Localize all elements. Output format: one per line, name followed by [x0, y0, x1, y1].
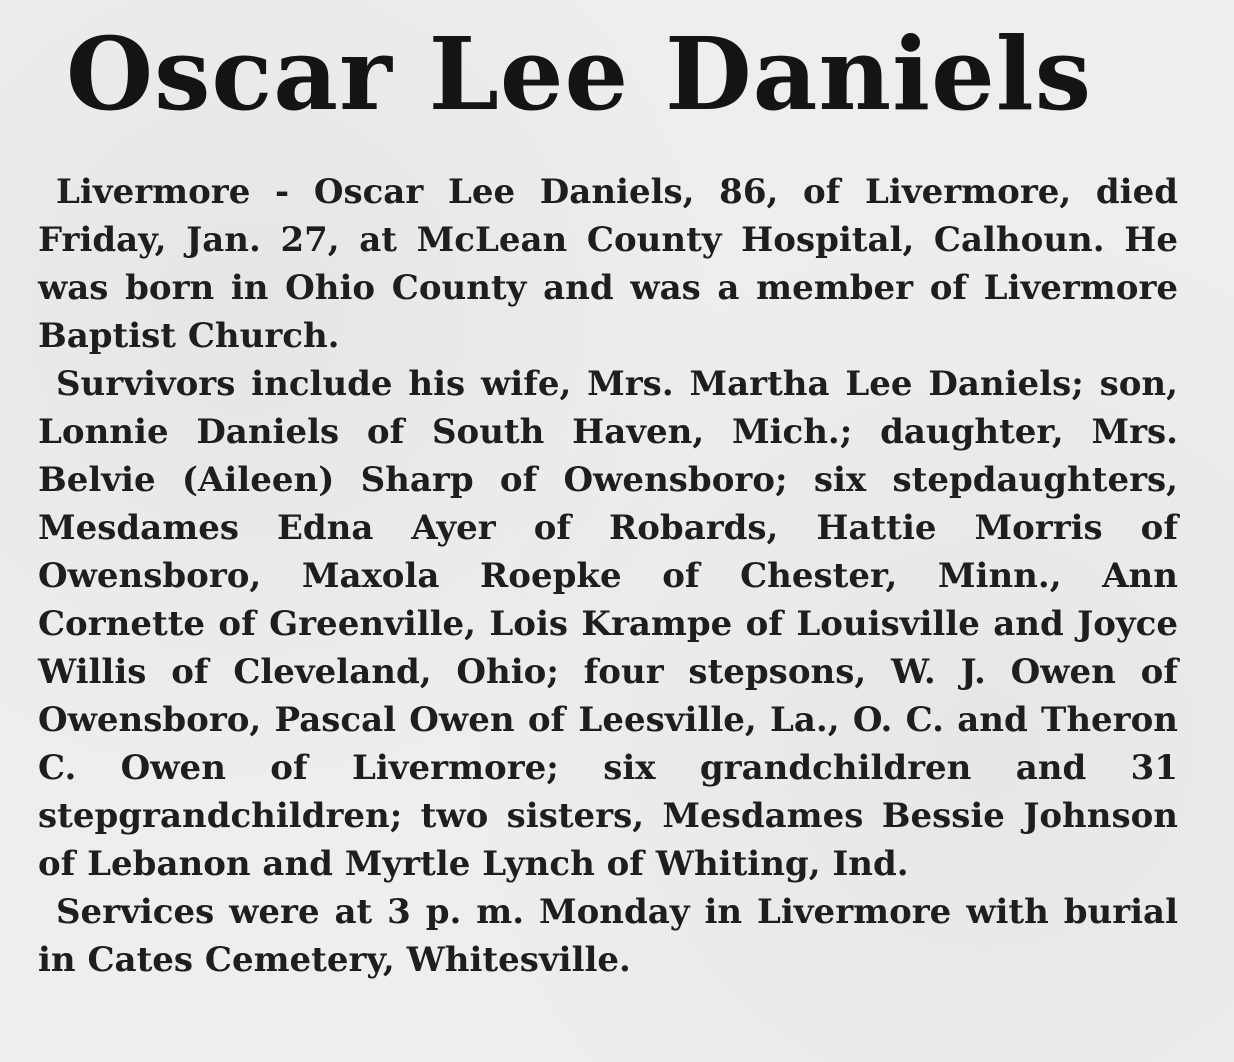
paragraph-survivors: Survivors include his wife, Mrs. Martha Lee Daniels; son, Lonnie Daniels of South Haven, Mich.; daughter, Mrs. Belvie (Aileen) Sharp of Owensboro; six stepdaughters, Mesdames Edna Ayer of Robards, Hattie Morris of Owensboro, Maxola Roepke of Chester, Minn., Ann Cornette of Greenville, Lois Krampe of Louisville and Joyce Willis of Cleveland, Ohio; four stepsons, W. J. Owen of Owensboro, Pascal Owen of Leesville, La., O. C. and Theron C. Owen of Livermore; six grandchildren and 31 stepgrandchildren; two sisters, Mesdames Bessie Johnson of Lebanon and Myrtle Lynch of Whiting, Ind. [38, 364, 1178, 884]
obituary-body [38, 168, 1178, 984]
paragraph-death-notice: Livermore - Oscar Lee Daniels, 86, of Livermore, died Friday, Jan. 27, at McLean County Hospital, Calhoun. He was born in Ohio County and was a member of Livermore Baptist Church. [38, 172, 1178, 356]
headline: Oscar Lee Daniels [66, 15, 1093, 133]
paragraph-services: Services were at 3 p. m. Monday in Livermore with burial in Cates Cemetery, Whitesville. [38, 892, 1178, 980]
